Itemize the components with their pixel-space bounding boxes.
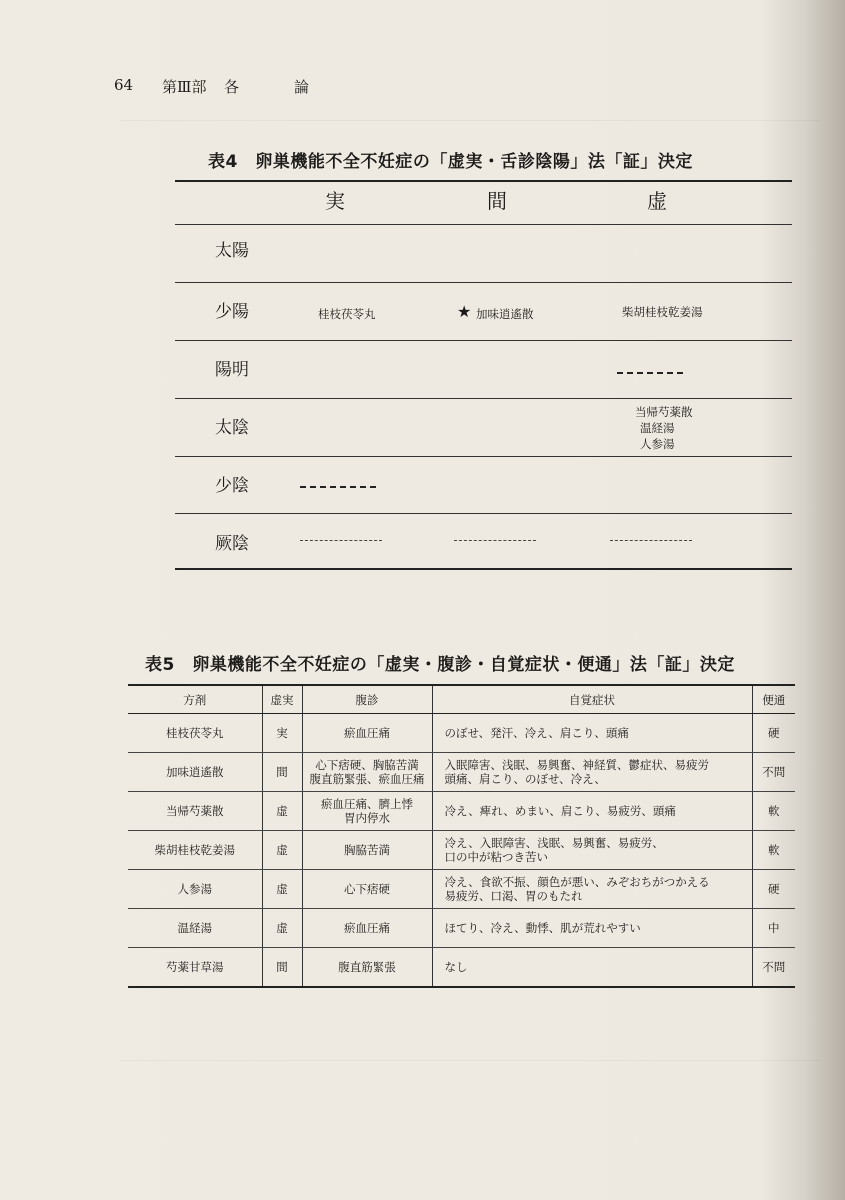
kyojitsu-cell: 間 (262, 753, 302, 792)
herb-name: 柴胡桂枝乾姜湯 (128, 831, 262, 870)
symptoms-cell (432, 792, 752, 831)
symptoms-cell (432, 870, 752, 909)
kyojitsu-cell: 虚 (262, 792, 302, 831)
symptoms-cell (432, 948, 752, 988)
table5 (128, 684, 795, 988)
kyojitsu-cell: 実 (262, 714, 302, 753)
symptom-line: なし (444, 960, 468, 974)
section-char-1: 各 (224, 78, 240, 96)
symptom-line: 冷え、痺れ、めまい、肩こり、易疲労、頭痛 (444, 804, 676, 818)
table-row (128, 753, 795, 792)
abdominal-cell (302, 792, 432, 831)
abdominal-line: 胸脇苦満 (344, 843, 390, 857)
abdominal-cell (302, 753, 432, 792)
table-row (128, 831, 795, 870)
col-header-bowel: 便通 (752, 685, 795, 714)
abdominal-line: 腹直筋緊張 (338, 960, 396, 974)
abdominal-cell (302, 870, 432, 909)
table-row (128, 870, 795, 909)
ketsuin-jitsu-dash (300, 540, 382, 541)
table4-row-rule (175, 513, 792, 514)
symptom-line: 易疲労、口渇、胃のもたれ (444, 889, 583, 903)
bowel-cell: 中 (752, 909, 795, 948)
table-row (128, 792, 795, 831)
abdominal-cell (302, 948, 432, 988)
bowel-cell: 硬 (752, 870, 795, 909)
abdominal-line: 胃内停水 (344, 811, 390, 825)
abdominal-line: 心下痞硬 (344, 882, 390, 896)
table4-top-rule (175, 180, 792, 182)
col-header-abdominal: 腹診 (302, 685, 432, 714)
abdominal-line: 瘀血圧痛、臍上悸 (321, 797, 413, 811)
table5-header-row (128, 685, 795, 714)
herb-name: 当帰芍薬散 (128, 792, 262, 831)
symptom-line: のぼせ、発汗、冷え、肩こり、頭痛 (444, 726, 629, 740)
row-label-shoyo: 少陽 (215, 302, 249, 322)
row-label-yomei: 陽明 (215, 360, 249, 380)
taiin-kyo-herb-2: 温経湯 (640, 421, 675, 435)
col-header-symptoms: 自覚症状 (432, 685, 752, 714)
bowel-cell: 軟 (752, 831, 795, 870)
abdominal-line: 腹直筋緊張、瘀血圧痛 (309, 772, 425, 786)
abdominal-cell (302, 909, 432, 948)
bowel-cell: 硬 (752, 714, 795, 753)
abdominal-line: 瘀血圧痛 (344, 921, 390, 935)
symptom-line: 頭痛、肩こり、のぼせ、冷え、 (444, 772, 606, 786)
herb-name: 加味逍遙散 (128, 753, 262, 792)
col-header-kyojitsu: 虚実 (262, 685, 302, 714)
taiin-kyo-herb-1: 当帰芍薬散 (635, 405, 693, 419)
kyojitsu-cell: 虚 (262, 870, 302, 909)
table4-row-rule (175, 456, 792, 457)
table4-col-jitsu: 実 (325, 189, 345, 213)
abdominal-cell (302, 831, 432, 870)
page-gutter-shadow (805, 0, 845, 1200)
symptoms-cell (432, 909, 752, 948)
symptom-line: 口の中が粘つき苦い (444, 850, 548, 864)
shoyo-jitsu-herb: 桂枝茯苓丸 (318, 307, 376, 321)
shoyo-kyo-herb: 柴胡桂枝乾姜湯 (622, 305, 703, 319)
symptom-line: 入眠障害、浅眠、易興奮、神経質、鬱症状、易疲労 (444, 758, 709, 772)
ketsuin-kyo-dash (610, 540, 692, 541)
table-row (128, 948, 795, 988)
table4-row-rule (175, 340, 792, 341)
row-label-ketsuin: 厥陰 (215, 534, 249, 554)
abdominal-line: 心下痞硬、胸脇苦満 (315, 758, 419, 772)
abdominal-cell (302, 714, 432, 753)
table-row (128, 909, 795, 948)
table4-col-kan: 間 (487, 189, 507, 213)
bowel-cell: 不問 (752, 948, 795, 988)
symptom-line: 冷え、食欲不振、顔色が悪い、みぞおちがつかえる (444, 875, 710, 889)
shoin-jitsu-dash (300, 486, 376, 488)
yomei-kyo-dash (617, 372, 683, 374)
symptoms-cell (432, 714, 752, 753)
symptoms-cell (432, 831, 752, 870)
row-label-taiyo: 太陽 (215, 241, 249, 261)
bowel-cell: 軟 (752, 792, 795, 831)
kyojitsu-cell: 虚 (262, 909, 302, 948)
table4-header-rule (175, 224, 792, 225)
herb-name: 芍薬甘草湯 (128, 948, 262, 988)
row-label-shoin: 少陰 (215, 476, 249, 496)
table-row (128, 714, 795, 753)
table4-col-kyo: 虚 (647, 189, 667, 213)
page-number: 64 (114, 76, 134, 94)
col-header-herb: 方剤 (128, 685, 262, 714)
kyojitsu-cell: 虚 (262, 831, 302, 870)
symptom-line: ほてり、冷え、動悸、肌が荒れやすい (444, 921, 641, 935)
herb-name: 桂枝茯苓丸 (128, 714, 262, 753)
abdominal-line: 瘀血圧痛 (344, 726, 390, 740)
taiin-kyo-herb-3: 人参湯 (640, 437, 675, 451)
star-icon: ★ (457, 302, 472, 321)
kyojitsu-cell: 間 (262, 948, 302, 988)
table4-caption: 表4 卵巣機能不全不妊症の「虚実・舌診陰陽」法「証」決定 (208, 152, 693, 172)
symptoms-cell (432, 753, 752, 792)
part-label: 第Ⅲ部 (162, 78, 207, 96)
ketsuin-kan-dash (454, 540, 536, 541)
table4-bottom-rule (175, 568, 792, 570)
table5-caption: 表5 卵巣機能不全不妊症の「虚実・腹診・自覚症状・便通」法「証」決定 (145, 655, 735, 675)
bowel-cell: 不問 (752, 753, 795, 792)
symptom-line: 冷え、入眠障害、浅眠、易興奮、易疲労、 (444, 836, 664, 850)
table4-row-rule (175, 282, 792, 283)
shoyo-kan-herb: 加味逍遙散 (476, 307, 534, 321)
table4-row-rule (175, 398, 792, 399)
herb-name: 人参湯 (128, 870, 262, 909)
herb-name: 温経湯 (128, 909, 262, 948)
section-char-2: 論 (294, 78, 310, 96)
row-label-taiin: 太陰 (215, 418, 249, 438)
